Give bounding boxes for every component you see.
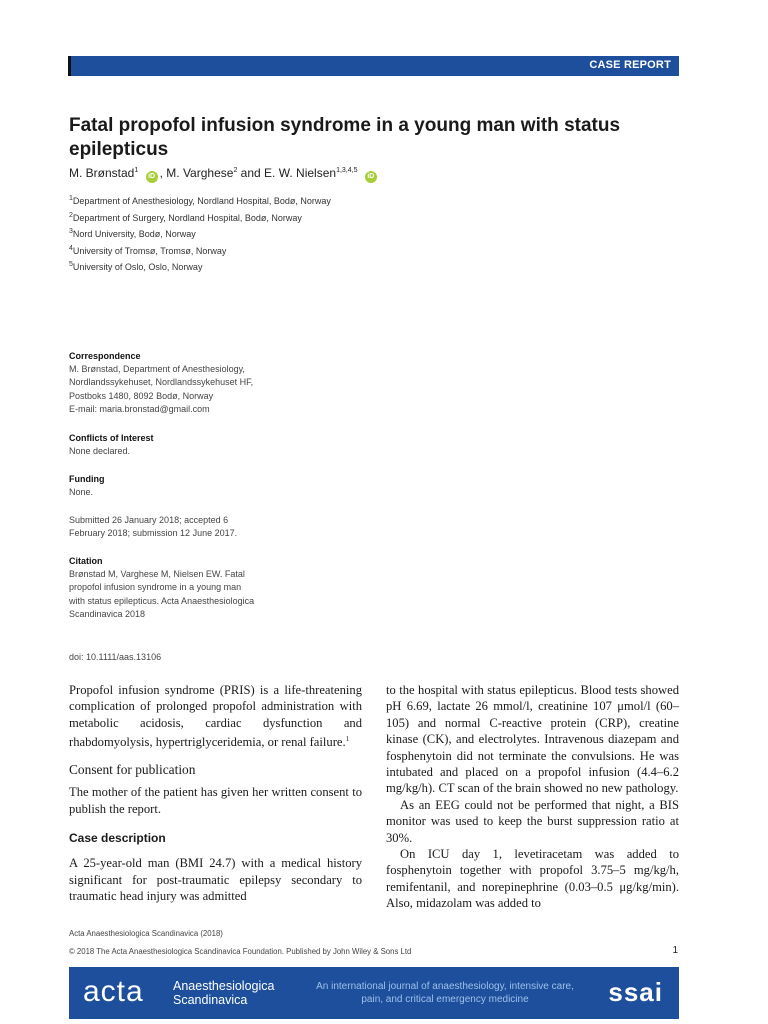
- funding-heading: Funding: [69, 474, 105, 484]
- affiliation-sup: 3: [69, 228, 73, 236]
- affiliation: [69, 209, 331, 226]
- correspondence-line: Postboks 1480, 8092 Bodø, Norway: [69, 390, 214, 401]
- intro-text: Propofol infusion syndrome (PRIS) is a life-threatening complication of prolonged propofol administration with metabolic acidosis, cardiac dysfunction and rhabdomyolysis, hypertriglyceridemia, or renal failure.: [69, 683, 362, 750]
- correspondence-heading: Correspondence: [69, 351, 141, 361]
- affiliation-sup: 1: [69, 195, 73, 202]
- author-name[interactable]: E. W. Nielsen: [264, 166, 337, 180]
- author-name[interactable]: M. Brønstad: [69, 166, 135, 180]
- body-column-left: [69, 682, 362, 905]
- correspondence-line: M. Brønstad, Department of Anesthesiology,: [69, 364, 245, 375]
- orcid-icon[interactable]: iD: [146, 171, 158, 183]
- citation-line: with status epilepticus. Acta Anaesthesiologica: [69, 595, 255, 606]
- consent-heading: Consent for publication: [69, 761, 196, 777]
- journal-name: [173, 979, 274, 1007]
- citation-heading: Citation: [69, 556, 103, 566]
- correspondence-email[interactable]: E-mail: maria.bronstad@gmail.com: [69, 403, 210, 414]
- citation-line: Scandinavica 2018: [69, 608, 146, 619]
- article-type-label: CASE REPORT: [589, 59, 671, 71]
- author-affil-sup: 1,3,4,5: [336, 167, 358, 174]
- affiliation-text: Department of Surgery, Nordland Hospital, Bodø, Norway: [72, 212, 302, 223]
- doi-block: [69, 651, 269, 664]
- correspondence-block: [69, 350, 269, 416]
- article-title: Fatal propofol infusion syndrome in a young man with status epilepticus: [69, 115, 621, 160]
- citation-block: [69, 555, 269, 621]
- submission-line: Submitted 26 January 2018; accepted 6: [69, 515, 229, 525]
- conflicts-heading: Conflicts of Interest: [69, 433, 154, 443]
- page-number: 1: [672, 945, 678, 956]
- correspondence-line: Nordlandssykehuset, Nordlandssykehuset HF,: [69, 377, 254, 388]
- conflicts-text: None declared.: [69, 446, 131, 457]
- acta-logo: acta: [83, 975, 144, 1008]
- affiliation: [69, 192, 331, 209]
- conflicts-block: [69, 432, 269, 458]
- doi-link[interactable]: doi: 10.1111/aas.13106: [69, 652, 162, 662]
- icu-paragraph: On ICU day 1, levetiracetam was added to fosphenytoin together with propofol 3.75–5 mg/kg/h, remifentanil, and norepinephrine (0.03–0.5 μg/kg/min). Also, midazolam was added to: [386, 847, 679, 911]
- article-type-bar: [68, 56, 679, 76]
- affiliation-sup: 2: [69, 211, 73, 219]
- author-affil-sup: 2: [233, 167, 238, 174]
- affiliation: [69, 258, 331, 275]
- journal-name-line: Scandinavica: [173, 993, 248, 1007]
- affiliation-sup: 5: [69, 261, 73, 269]
- affiliation: [69, 225, 331, 242]
- author-list: M. Brønstad$^1$ iD , M. Varghese$^2$ and E. W. Nielsen$^{1,3,4,5}$ iD: [69, 166, 379, 183]
- affiliation-text: University of Tromsø, Tromsø, Norway: [72, 245, 227, 256]
- intro-paragraph: [69, 682, 362, 751]
- footer-journal: Acta Anaesthesiologica Scandinavica (2018): [69, 929, 223, 938]
- author-name[interactable]: M. Varghese: [166, 166, 234, 180]
- citation-line: propofol infusion syndrome in a young man: [69, 582, 242, 593]
- footer-copyright: © 2018 The Acta Anaesthesiologica Scandinavica Foundation. Published by John Wiley & Sons Ltd: [69, 947, 412, 956]
- eeg-paragraph: As an EEG could not be performed that night, a BIS monitor was used to keep the burst suppression ratio at 30%.: [386, 797, 679, 845]
- affiliations: [69, 192, 331, 275]
- consent-paragraph: The mother of the patient has given her written consent to publish the report.: [69, 785, 362, 816]
- funding-text: None.: [69, 487, 94, 498]
- submission-dates: [69, 514, 269, 540]
- affiliation-text: Nord University, Bodø, Norway: [72, 229, 196, 240]
- case-heading: Case description: [69, 831, 166, 846]
- citation-line: Brønstad M, Varghese M, Nielsen EW. Fatal: [69, 569, 245, 580]
- affiliation-text: Department of Anesthesiology, Nordland Hospital, Bodø, Norway: [72, 196, 331, 206]
- journal-tagline: An international journal of anaesthesiology, intensive care, pain, and critical emergency medicine: [316, 981, 574, 1005]
- reference-sup[interactable]: 1: [345, 735, 350, 744]
- journal-name-line: Anaesthesiologica: [173, 979, 275, 993]
- ssai-logo: ssai: [608, 977, 663, 1007]
- funding-block: [69, 473, 269, 499]
- body-column-right: [386, 682, 679, 912]
- submission-line: February 2018; submission 12 June 2017.: [69, 528, 238, 539]
- case-paragraph: A 25-year-old man (BMI 24.7) with a medical history significant for post-traumatic epilepsy secondary to traumatic head injury was admitted: [69, 856, 362, 904]
- affiliation-text: University of Oslo, Oslo, Norway: [72, 262, 203, 273]
- orcid-icon[interactable]: iD: [365, 171, 377, 183]
- author-affil-sup: 1: [134, 167, 139, 174]
- affiliation: [69, 242, 331, 259]
- journal-banner: [69, 967, 679, 1019]
- case-paragraph-continued: to the hospital with status epilepticus. Blood tests showed pH 6.69, lactate 26 mmol/l, creatinine 107 μmol/l (60–105) and normal C-reactive protein (CRP), creatine kinase (CK), and electrolytes. Intravenous diazepam and fosphenytoin did not terminate the convulsions. He was intubated and placed on a propofol infusion (4.4–6.2 mg/kg/h). CT scan of the brain showed no new pathology.: [386, 683, 679, 796]
- affiliation-sup: 4: [69, 244, 73, 252]
